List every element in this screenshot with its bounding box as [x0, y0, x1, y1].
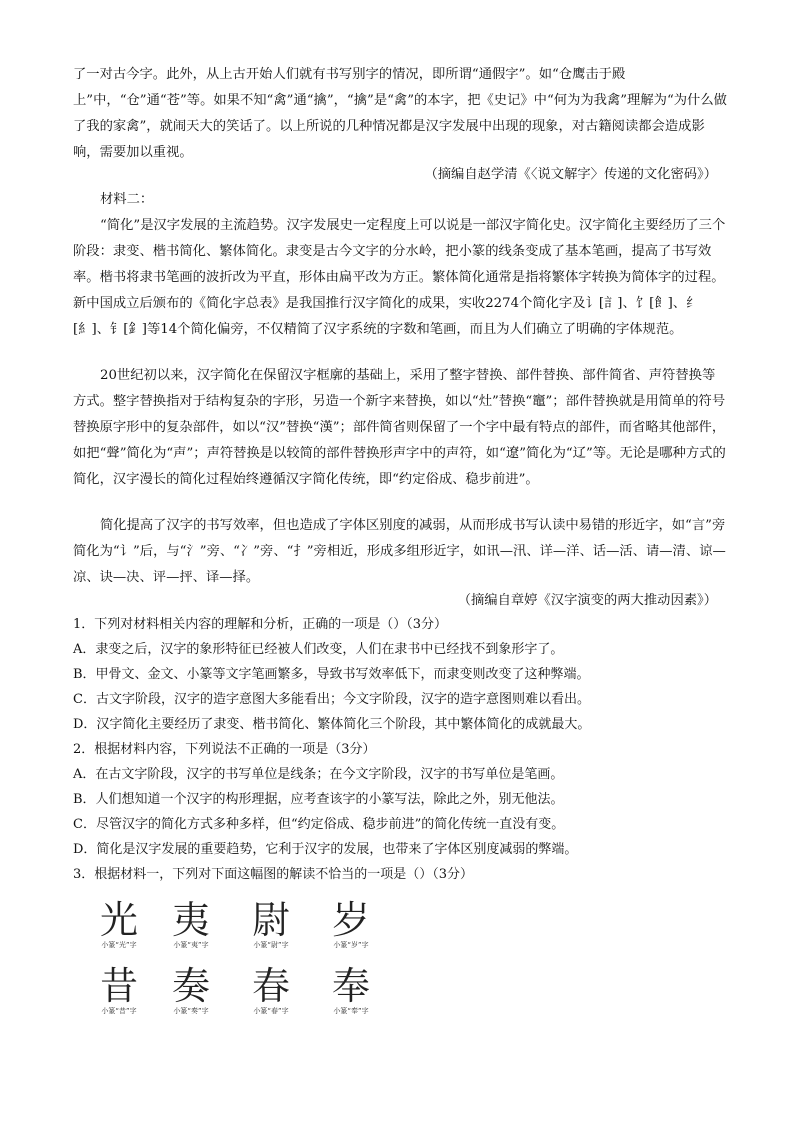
question-2-option-a[interactable]: A．在古文字阶段，汉字的书写单位是线条；在今文字阶段，汉字的书写单位是笔画。: [73, 767, 564, 782]
question-1-option-c[interactable]: C．古文字阶段，汉字的造字意图大多能看出；今文字阶段，汉字的造字意图则难以看出。: [73, 692, 590, 707]
seal-char-chun: [236, 966, 306, 1016]
seal-glyph: 奉: [331, 964, 370, 1008]
seal-caption: 小篆“尉”字: [253, 941, 289, 949]
seal-glyph: 奏: [171, 964, 210, 1008]
question-2-option-c[interactable]: C．尽管汉字的简化方式多种多样，但“约定俗成、稳步前进”的简化传统一直没有变。: [73, 817, 565, 832]
seal-char-sui: [316, 900, 386, 950]
material-2-paragraph-3: 简化提高了汉字的书写效率，但也造成了字体区别度的减弱，从而形成书写认读中易错的形近字，如“言”旁简化为“讠”后，与“氵”旁、“冫”旁、“扌”旁相近，形成多组形近字，如讯—汛、详—洋、话—活、请—清、谅—凉、诀—决、评—抨、译—择。: [73, 518, 726, 585]
seal-glyph: 夷: [171, 898, 210, 942]
seal-char-feng: [316, 966, 386, 1016]
seal-caption: 小篆“昔”字: [101, 1007, 137, 1015]
question-1-option-d[interactable]: D．汉字简化主要经历了隶变、楷书简化、繁体简化三个阶段，其中繁体简化的成就最大。: [73, 717, 591, 732]
seal-glyph: 春: [251, 964, 290, 1008]
question-2: 2．根据材料内容，下列说法不正确的一项是（3分）: [73, 742, 376, 757]
question-1-option-a[interactable]: A．隶变之后，汉字的象形特征已经被人们改变，人们在隶书中已经找不到象形字了。: [73, 642, 564, 657]
seal-glyph: 昔: [99, 964, 138, 1008]
seal-script-figure: [84, 900, 384, 1030]
seal-glyph: 岁: [331, 898, 370, 942]
source-citation-1: （摘编自赵学清《〈说文解字〉传递的文化密码》）: [424, 167, 717, 182]
seal-caption: 小篆“奉”字: [333, 1007, 369, 1015]
seal-caption: 小篆“光”字: [101, 941, 137, 949]
source-citation-2: （摘编自章婷《汉字演变的两大推动因素》）: [457, 593, 717, 608]
seal-caption: 小篆“夷”字: [173, 941, 209, 949]
question-2-option-b[interactable]: B．人们想知道一个汉字的构形理据，应考查该字的小篆写法，除此之外，别无他法。: [73, 792, 564, 807]
question-3: 3．根据材料一，下列对下面这幅图的解读不恰当的一项是（）（3分）: [73, 867, 474, 882]
seal-caption: 小篆“奏”字: [173, 1007, 209, 1015]
passage-paragraph: 了一对古今字。此外，从上古开始人们就有书写别字的情况，即所谓“通假字”。如“仓鹰击于殿上”中，“仓”通“苍”等。如果不知“禽”通“擒”，“擒”是“禽”的本字，把《史记》中“何为为我禽”理解为“为什么做了我的家禽”，就闹天大的笑话了。以上所说的几种情况都是汉字发展中出现的现象，对古籍阅读都会造成影响，需要加以重视。: [73, 67, 727, 160]
question-2-option-d[interactable]: D．简化是汉字发展的重要趋势，它利于汉字的发展，也带来了字体区别度减弱的弊端。: [73, 842, 578, 857]
material-2-paragraph-2: 20世纪初以来，汉字简化在保留汉字框廓的基础上，采用了整字替换、部件替换、部件简省、声符替换等方式。整字替换指对于结构复杂的字形，另造一个新字来替换，如以“灶”替换“竈”；部件替换就是用简单的符号替换原字形中的复杂部件，如以“汉”替换“漢”；部件简省则保留了一个字中最有特点的部件，而省略其他部件，如把“聲”简化为“声”；声符替换是以较简的部件替换形声字中的声符，如“遼”简化为“辽”等。无论是哪种方式的简化，汉字漫长的简化过程始终遵循汉字简化传统，即“约定俗成、稳步前进”。: [73, 368, 726, 487]
seal-char-zou: [156, 966, 226, 1016]
seal-caption: 小篆“春”字: [253, 1007, 289, 1015]
question-1-option-b[interactable]: B．甲骨文、金文、小篆等文字笔画繁多，导致书写效率低下，而隶变则改变了这种弊端。: [73, 667, 590, 682]
seal-char-yi: [156, 900, 226, 950]
seal-char-guang: [84, 900, 154, 950]
material-2-heading: 材料二：: [100, 192, 154, 207]
seal-char-xi: [84, 966, 154, 1016]
question-1: 1．下列对材料相关内容的理解和分析，正确的一项是（）（3分）: [73, 617, 448, 632]
seal-char-wei: [236, 900, 306, 950]
seal-glyph: 尉: [251, 898, 290, 942]
seal-caption: 小篆“岁”字: [333, 941, 369, 949]
material-2-paragraph-1: “简化”是汉字发展的主流趋势。汉字发展史一定程度上可以说是一部汉字简化史。汉字简化主要经历了三个阶段：隶变、楷书简化、繁体简化。隶变是古今文字的分水岭，把小篆的线条变成了基本笔画，提高了书写效率。楷书将隶书笔画的波折改为平直，形体由扁平改为方正。繁体简化通常是指将繁体字转换为简体字的过程。新中国成立后颁布的《简化字总表》是我国推行汉字简化的成果，实收2274个简化字及讠[訁]、饣[飠]、纟[糹]、钅[釒]等14个简化偏旁，不仅精简了汉字系统的字数和笔画，而且为人们确立了明确的字体规范。: [73, 218, 726, 337]
seal-glyph: 光: [99, 898, 138, 942]
